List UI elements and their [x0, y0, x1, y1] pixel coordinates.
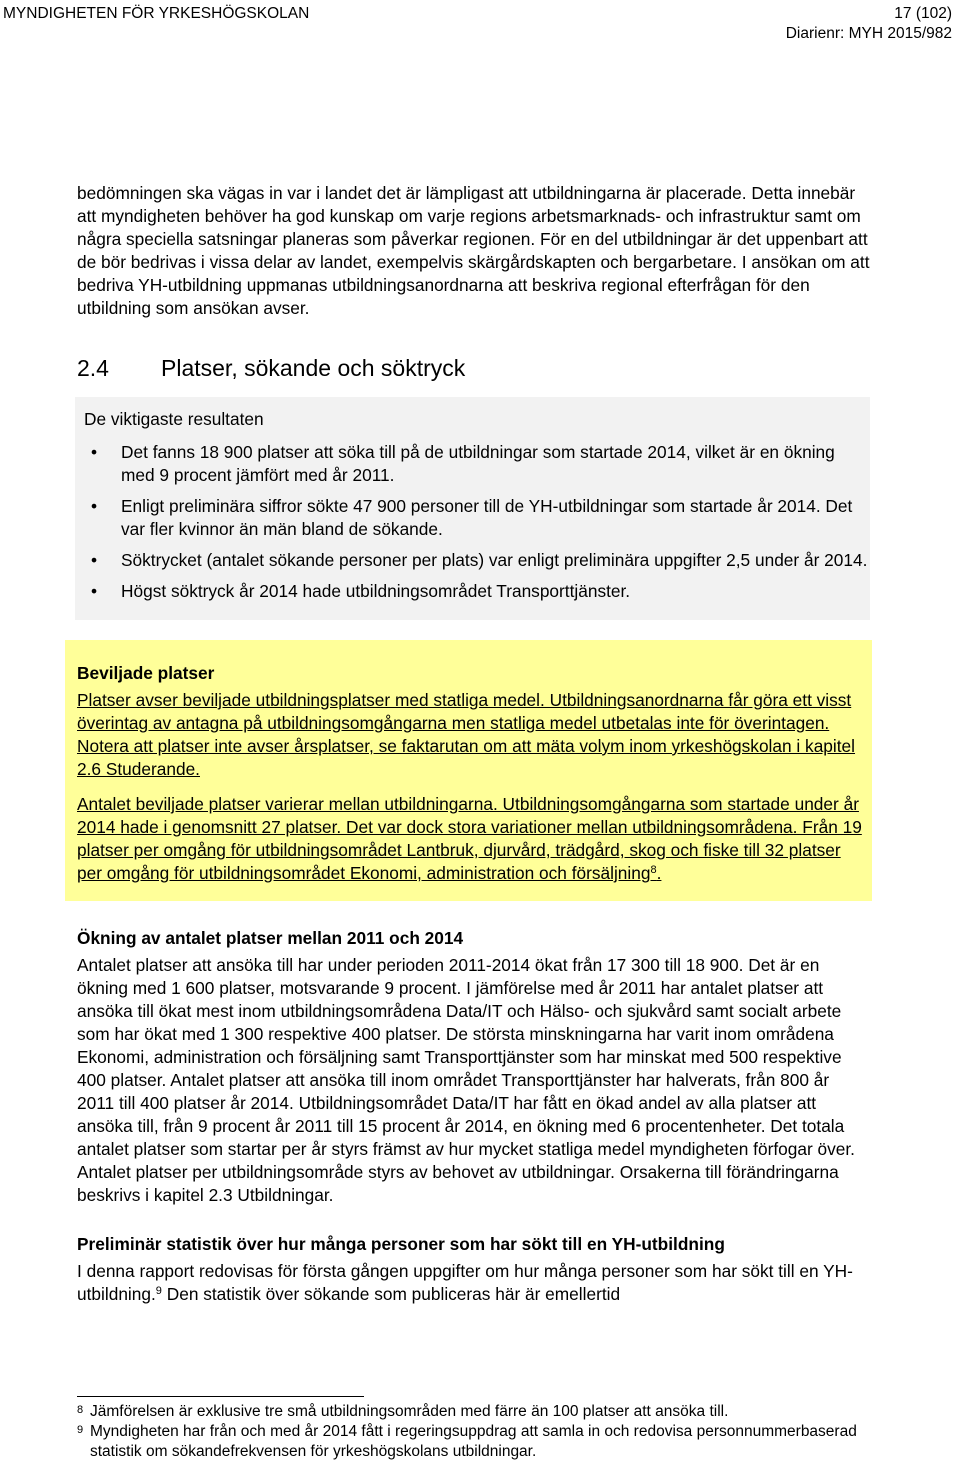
organization-name: MYNDIGHETEN FÖR YRKESHÖGSKOLAN	[3, 5, 310, 22]
page-content	[77, 182, 870, 1306]
footnote-ref[interactable]: 9	[155, 1285, 162, 1297]
fact-box-paragraph: Platser avser beviljade utbildningsplatser med statliga medel. Utbildningsanordnarna får göra ett visst överintag av antagna på utbildningsomgångarna men statliga medel utbetalas inte för överintagen. Notera att platser inte avser årsplatser, se faktarutan om att mäta volym inom yrkeshögskolan i kapitel 2.6 Studerande.	[77, 690, 856, 779]
page-info	[786, 4, 952, 44]
registration-number: Diarienr: MYH 2015/982	[785, 25, 952, 42]
key-results-box	[75, 397, 870, 620]
fact-box-paragraph: Antalet beviljade platser varierar mellan utbildningarna. Utbildningsomgångarna som startade under år 2014 hade i genomsnitt 27 platser. Det var dock stora variationer mellan utbildningsområdena. Från 19 platser per omgång för utbildningsområdet Lantbruk, djurvård, trädgård, skog och fiske till 32 platser per omgång för utbildningsområdet Ekonomi, administration och försäljning$^8$.	[77, 794, 862, 883]
body-paragraph: Antalet platser att ansöka till har under perioden 2011-2014 ökat från 17 300 till 18 900. Det är en ökning med 1 600 platser, motsvarande 9 procent. I jämförelse med år 2011 har antalet platser att ansöka till ökat mest inom utbildningsområdena Data/IT och Hälso- och sjukvård samt socialt arbete som har ökat med 1 300 respektive 400 platser. De största minskningarna har varit inom områdena Ekonomi, administration och försäljning samt Transporttjänster som har minskat med 500 respektive 400 platser. Antalet platser att ansöka till inom området Transporttjänster har halverats, från 800 år 2011 till 400 platser år 2014. Utbildningsområdet Data/IT har fått en ökad andel av alla platser att ansöka till, från 9 procent år 2011 till 15 procent år 2014, en ökning med 6 procentenheter. Det totala antalet platser som startar per år styrs främst av hur mycket statliga medel myndigheten förfogar över. Antalet platser per utbildningsområde styrs av behovet av utbildningar. Orsakerna till förändringarna beskrivs i kapitel 2.3 Utbildningar.	[77, 955, 855, 1205]
bullet-icon: •	[91, 550, 98, 570]
body-paragraph: I denna rapport redovisas för första gången uppgifter om hur många personer som har sökt till en YH-utbildning.$^9$ Den statistik över sökande som publiceras här är emellertid	[77, 1261, 853, 1304]
section-title: Platser, sökande och söktryck	[161, 355, 466, 381]
section-number: 2.4	[77, 355, 109, 381]
bullet-icon: •	[91, 581, 98, 601]
subheading: Preliminär statistik över hur många personer som har sökt till en YH-utbildning	[77, 1234, 725, 1254]
intro-paragraph: bedömningen ska vägas in var i landet det är lämpligast att utbildningarna är placerade. Detta innebär att myndigheten behöver ha god kunskap om varje regions arbetsmarknads- och infrastruktur samt om några speciella satsningar planeras som påverkar regionen. För en del utbildningar är det uppenbart att de bör bedrivas i vissa delar av landet, exempelvis skärgårdskapten och bergarbetare. I ansökan om att bedriva YH-utbildning uppmanas utbildningsanordnarna att beskriva regional efterfrågan för den utbildning som ansökan avser.	[77, 183, 870, 318]
fact-box-title: Beviljade platser	[77, 663, 215, 683]
footnote: 9 Myndigheten har från och med år 2014 fått i regeringsuppdrag att samla in och redovisa personnummerbaserad statistik om sökandefrekvensen för yrkeshögskolans utbildningar.	[77, 1423, 857, 1460]
list-item: • Enligt preliminära siffror sökte 47 900 personer till de YH-utbildningar som startade år 2014. Det var fler kvinnor än män bland de sökande.	[91, 496, 853, 539]
footnote-ref[interactable]: 8	[650, 864, 657, 876]
key-results-title: De viktigaste resultaten	[84, 409, 264, 429]
fact-box	[65, 640, 872, 901]
bullet-icon: •	[91, 496, 98, 516]
footnotes	[77, 1402, 877, 1462]
subheading: Ökning av antalet platser mellan 2011 och 2014	[77, 928, 464, 948]
list-item: • Söktrycket (antalet sökande personer per plats) var enligt preliminära uppgifter 2,5 under år 2014.	[91, 550, 868, 570]
list-item: • Det fanns 18 900 platser att söka till på de utbildningar som startade 2014, vilket är en ökning med 9 procent jämfört med år 2011.	[91, 442, 835, 485]
bullet-icon: •	[91, 442, 98, 462]
section-heading	[77, 354, 870, 382]
page-number: 17 (102)	[894, 5, 952, 22]
list-item: • Högst söktryck år 2014 hade utbildningsområdet Transporttjänster.	[91, 581, 631, 601]
footnote-separator	[77, 1396, 364, 1397]
key-results-list	[84, 441, 870, 603]
footnote: 8 Jämförelsen är exklusive tre små utbildningsområden med färre än 100 platser att ansöka till.	[77, 1403, 729, 1420]
